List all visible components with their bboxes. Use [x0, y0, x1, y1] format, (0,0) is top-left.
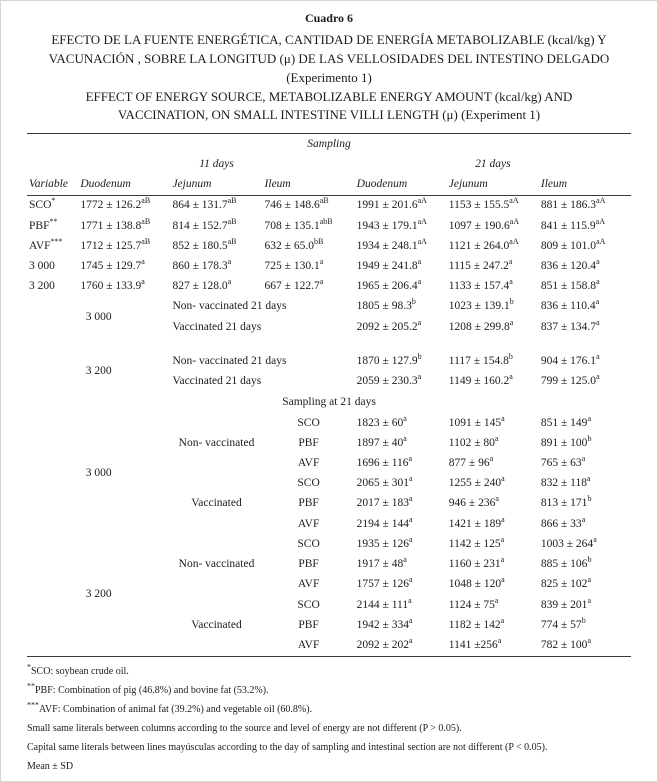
significance-superscript: a [319, 277, 324, 287]
value-cell: $708 \pm 135.1^{abB}$ [264, 216, 333, 232]
significance-superscript: a [587, 575, 591, 585]
value-cell: 1115 ± 247.2$^a$ [448, 257, 513, 273]
significance-superscript: a [403, 433, 407, 443]
value-cell: $814 \pm 152.7^{aB}$ [172, 216, 237, 232]
energy-source-cell: SCO [297, 416, 320, 429]
significance-superscript: * [51, 196, 56, 206]
significance-superscript: aA [596, 236, 606, 246]
value-cell: $1102 \pm 80^a$ [448, 433, 499, 449]
value-cell: 2092 ± 205.2$^a$ [356, 317, 422, 333]
value-cell: $2017 \pm 183^a$ [356, 494, 413, 510]
significance-superscript: a [501, 413, 505, 423]
value-cell: 836 ± 110.4$^a$ [540, 297, 600, 313]
value-cell: $841 \pm 115.9^{aA}$ [540, 216, 605, 232]
value-cell: $782 \pm 100^a$ [540, 636, 591, 651]
value-cell: 1023 ± 139.1$^b$ [448, 297, 514, 313]
value-cell: 827 ± 128.0$^a$ [172, 277, 232, 293]
significance-superscript: a [509, 277, 513, 287]
value-cell: 1133 ± 157.4$^a$ [448, 277, 513, 293]
value-cell: $1897 \pm 40^a$ [356, 433, 407, 449]
value-cell: $881 \pm 186.3^{aA}$ [540, 196, 606, 212]
table-row [27, 277, 631, 297]
value-cell: $746 \pm 148.6^{aB}$ [264, 196, 329, 212]
value-cell: 860 ± 178.3$^a$ [172, 257, 232, 273]
significance-superscript: a [227, 257, 232, 267]
value-cell: 837 ± 134.7$^a$ [540, 317, 600, 333]
significance-superscript: a [494, 595, 499, 605]
value-cell: $885 \pm 106^b$ [540, 555, 592, 571]
value-cell: 1965 ± 206.4$^a$ [356, 277, 422, 293]
significance-superscript: a [587, 595, 591, 605]
value-cell: $1124 \pm 75^a$ [448, 595, 499, 611]
spacer-row [27, 337, 631, 351]
value-cell: $2144 \pm 111^a$ [356, 595, 412, 611]
table-row [27, 257, 631, 277]
value-cell: $825 \pm 102^a$ [540, 575, 591, 591]
significance-superscript: a [593, 535, 597, 545]
footnote: Small same literals between columns according to the source and level of energy are not different (P > 0.05). [27, 722, 462, 734]
significance-superscript: a [417, 277, 422, 287]
results-table [27, 133, 631, 656]
energy-level-cell: 3 000 [85, 467, 112, 480]
significance-superscript: a [227, 277, 232, 287]
value-cell: $1934 \pm 248.1^{aA}$ [356, 236, 427, 252]
col-header-duodenum-21: Duodenum [355, 175, 447, 196]
table-row [27, 351, 631, 371]
footnote: Mean ± SD [27, 760, 74, 772]
energy-source-cell: AVF [297, 638, 320, 651]
value-cell: $1003 \pm 264^a$ [540, 535, 597, 550]
value-cell: $1771 \pm 138.8^{aB}$ [80, 216, 151, 232]
significance-superscript: b [508, 352, 513, 362]
significance-superscript: aA [417, 216, 427, 226]
table-row [27, 216, 631, 236]
significance-superscript: b [587, 494, 592, 504]
significance-superscript: a [500, 535, 505, 545]
significance-superscript: a [508, 257, 513, 267]
group-header-21-days: 21 days [475, 157, 511, 170]
significance-superscript: a [494, 433, 499, 443]
value-cell: 1805 ± 98.3$^b$ [356, 297, 416, 313]
footnote: ***AVF: Combination of animal fat (39.2%) and vegetable oil (60.8%). [27, 700, 313, 715]
significance-superscript: a [587, 413, 591, 423]
title-spanish-line-1: EFECTO DE LA FUENTE ENERGÉTICA, CANTIDAD DE ENERGÍA METABOLIZABLE (kcal/kg) Y [51, 32, 607, 47]
significance-superscript: a [581, 514, 586, 524]
value-cell: $1696 \pm 116^a$ [356, 454, 413, 469]
significance-superscript: a [501, 575, 505, 585]
treatment-cell: Vaccinated 21 days [172, 375, 262, 388]
variable-cell: 3 200 [29, 280, 55, 293]
value-cell: $1160 \pm 231^a$ [448, 555, 505, 571]
energy-source-cell: PBF [298, 618, 319, 631]
significance-superscript: a [408, 535, 413, 545]
significance-superscript: a [500, 615, 505, 625]
title-spanish-line-3: (Experimento 1) [286, 69, 372, 85]
table-row [27, 195, 631, 216]
value-cell: $1141 \pm 256^a$ [448, 636, 502, 651]
value-cell: $2194 \pm 144^a$ [356, 514, 413, 530]
value-cell: $866 \pm 33^a$ [540, 514, 586, 530]
value-cell: $1943 \pm 179.1^{aA}$ [356, 216, 427, 232]
value-cell: $832 \pm 118^a$ [540, 474, 591, 490]
energy-level-cell: 3 200 [85, 365, 112, 378]
significance-superscript: aA [417, 236, 427, 246]
variable-cell: 3 000 [29, 260, 55, 273]
significance-superscript: a [403, 413, 407, 423]
energy-level-cell: 3 000 [85, 310, 112, 323]
value-cell: $1421 \pm 189^a$ [448, 514, 505, 530]
column-header-row [27, 175, 631, 196]
significance-superscript: b [417, 352, 422, 362]
significance-superscript: b [509, 297, 514, 307]
significance-superscript: aB [141, 236, 151, 246]
value-cell: $1182 \pm 142^a$ [448, 615, 505, 631]
value-cell: $1757 \pm 126^a$ [356, 575, 413, 591]
significance-superscript: a [141, 257, 145, 267]
significance-superscript: a [587, 636, 591, 646]
day-group-header-row [27, 154, 631, 174]
sampling-header-label: Sampling [307, 137, 351, 150]
spacer-cell [27, 337, 631, 351]
col-header-ileum-21: Ileum [539, 175, 631, 196]
significance-superscript: a [501, 474, 505, 484]
significance-superscript: a [596, 277, 600, 287]
col-header-variable: Variable [27, 175, 78, 196]
energy-source-cell: SCO [297, 598, 320, 611]
sampling-header-row [27, 134, 631, 155]
table-row [27, 534, 631, 554]
value-cell: $2092 \pm 202^a$ [356, 636, 413, 651]
significance-superscript: a [497, 636, 502, 646]
vaccination-group-cell: Non- vaccinated [178, 558, 255, 571]
value-cell: $839 \pm 201^a$ [540, 595, 591, 611]
col-header-duodenum-11: Duodenum [78, 175, 170, 196]
significance-superscript: a [509, 372, 513, 382]
value-cell: 1208 ± 299.8$^a$ [448, 317, 514, 333]
table-row [27, 413, 631, 433]
significance-superscript: aB [141, 216, 151, 226]
value-cell: $632 \pm 65.0^{bB}$ [264, 236, 324, 252]
significance-superscript: a [408, 636, 413, 646]
significance-superscript: aB [227, 236, 237, 246]
significance-superscript: abB [319, 216, 333, 226]
significance-superscript: a [495, 494, 499, 504]
value-cell: $852 \pm 180.5^{aB}$ [172, 236, 237, 252]
significance-superscript: aB [227, 196, 237, 206]
title-english-line-2: VACCINATION, ON SMALL INTESTINE VILLI LENGTH (μ) (Experiment 1) [117, 107, 541, 123]
energy-source-cell: SCO [297, 477, 320, 490]
vaccination-group-cell: Vaccinated [191, 618, 242, 631]
significance-superscript: a [408, 514, 413, 524]
significance-superscript: a [596, 372, 600, 382]
value-cell: 725 ± 130.1$^a$ [264, 257, 324, 273]
table-row [27, 236, 631, 256]
value-cell: 904 ± 176.1$^a$ [540, 352, 600, 367]
value-cell: 836 ± 120.4$^a$ [540, 257, 600, 273]
vaccination-group-cell: Non- vaccinated [178, 436, 255, 449]
significance-superscript: a [501, 514, 505, 524]
significance-superscript: a [596, 257, 600, 267]
significance-superscript: aB [141, 196, 151, 206]
table-number: Cuadro 6 [304, 11, 354, 25]
significance-superscript: aA [509, 236, 519, 246]
significance-superscript: a [596, 352, 600, 362]
value-cell: $877 \pm 96^a$ [448, 454, 494, 469]
value-cell: $1091 \pm 145^a$ [448, 413, 505, 429]
title-english-line-1: EFFECT OF ENERGY SOURCE, METABOLIZABLE ENERGY AMOUNT (kcal/kg) AND [85, 88, 573, 104]
value-cell: $1942 \pm 334^a$ [356, 615, 413, 631]
significance-superscript: a [408, 595, 412, 605]
significance-superscript: aA [509, 196, 519, 206]
footnote-marker: * [27, 662, 31, 672]
value-cell: 1117 ± 154.8$^b$ [448, 352, 513, 367]
energy-source-cell: AVF [297, 517, 320, 530]
variable-cell: PBF** [29, 216, 58, 232]
section-label-row [27, 392, 631, 413]
value-cell: $1772 \pm 126.2^{aB}$ [80, 196, 151, 212]
significance-superscript: b [587, 555, 592, 565]
value-cell: $1917 \pm 48^a$ [356, 555, 407, 571]
value-cell: 851 ± 158.8$^a$ [540, 277, 600, 293]
significance-superscript: a [587, 474, 591, 484]
title-spanish-line-2: VACUNACIÓN , SOBRE LA LONGITUD (μ) DE LAS VELLOSIDADES DEL INTESTINO DELGADO [48, 50, 610, 66]
significance-superscript: a [408, 474, 413, 484]
value-cell: $813 \pm 171^b$ [540, 494, 592, 510]
footnote-marker: ** [27, 681, 35, 691]
value-cell: $1097 \pm 190.6^{aA}$ [448, 216, 520, 232]
significance-superscript: aA [509, 216, 520, 226]
significance-superscript: b [587, 433, 592, 443]
footnote: *SCO: soybean crude oil. [27, 662, 129, 677]
significance-superscript: a [417, 257, 422, 267]
significance-superscript: ** [49, 216, 58, 226]
value-cell: $1823 \pm 60^a$ [356, 413, 407, 429]
value-cell: 1745 ± 129.7$^a$ [80, 257, 145, 273]
variable-cell: AVF*** [29, 236, 63, 252]
value-cell: 2059 ± 230.3$^a$ [356, 372, 422, 388]
significance-superscript: a [509, 317, 514, 327]
energy-source-cell: AVF [297, 578, 320, 591]
significance-superscript: aB [227, 216, 237, 226]
value-cell: $851 \pm 149^a$ [540, 413, 591, 429]
treatment-cell: Vaccinated 21 days [172, 320, 262, 333]
value-cell: $1153 \pm 155.5^{aA}$ [448, 196, 519, 212]
value-cell: $946 \pm 236^a$ [448, 494, 499, 510]
significance-superscript: a [408, 575, 413, 585]
significance-superscript: a [417, 317, 422, 327]
value-cell: $864 \pm 131.7^{aB}$ [172, 196, 237, 212]
value-cell: $1142 \pm 125^a$ [448, 535, 505, 550]
energy-source-cell: PBF [298, 558, 319, 571]
footnotes [27, 657, 631, 774]
significance-superscript: a [319, 257, 324, 267]
energy-source-cell: PBF [298, 436, 319, 449]
value-cell: $2065 \pm 301^a$ [356, 474, 413, 490]
table-header [27, 134, 631, 196]
significance-superscript: b [581, 615, 586, 625]
value-cell: $765 \pm 63^a$ [540, 454, 586, 469]
energy-source-cell: PBF [298, 497, 319, 510]
significance-superscript: a [141, 277, 145, 287]
treatment-cell: Non- vaccinated 21 days [172, 354, 287, 367]
value-cell: $1712 \pm 125.7^{aB}$ [80, 236, 151, 252]
significance-superscript: aA [596, 196, 606, 206]
value-cell: $1121 \pm 264.0^{aA}$ [448, 236, 519, 252]
significance-superscript: aB [319, 196, 329, 206]
value-cell: $891 \pm 100^b$ [540, 433, 592, 449]
significance-superscript: a [489, 454, 494, 464]
value-cell: $809 \pm 101.0^{aA}$ [540, 236, 606, 252]
significance-superscript: *** [50, 236, 63, 246]
value-cell: $1255 \pm 240^a$ [448, 474, 505, 490]
col-header-ileum-11: Ileum [263, 175, 355, 196]
group-header-11-days: 11 days [199, 157, 234, 170]
value-cell: $1048 \pm 120^a$ [448, 575, 505, 591]
significance-superscript: b [411, 297, 416, 307]
table-title-block [27, 9, 631, 133]
significance-superscript: aA [417, 196, 427, 206]
value-cell: $1991 \pm 201.6^{aA}$ [356, 196, 427, 212]
significance-superscript: a [500, 555, 505, 565]
energy-source-cell: SCO [297, 537, 320, 550]
significance-superscript: a [596, 317, 600, 327]
footnote-marker: *** [27, 700, 39, 710]
footnote: Capital same literals between lines mayúsculas according to the day of sampling and intestinal section are not different (P < 0.05). [27, 741, 548, 753]
significance-superscript: a [408, 494, 413, 504]
energy-level-cell: 3 200 [85, 588, 112, 601]
significance-superscript: a [595, 297, 600, 307]
value-cell: 1949 ± 241.8$^a$ [356, 257, 422, 273]
value-cell: 1149 ± 160.2$^a$ [448, 372, 513, 388]
significance-superscript: a [408, 615, 413, 625]
value-cell: 1760 ± 133.9$^a$ [80, 277, 145, 293]
significance-superscript: a [408, 454, 413, 464]
footnote: **PBF: Combination of pig (46.8%) and bovine fat (53.2%). [27, 681, 269, 696]
variable-cell: SCO* [29, 196, 56, 212]
significance-superscript: bB [313, 236, 324, 246]
significance-superscript: aA [595, 216, 605, 226]
value-cell: 1870 ± 127.9$^b$ [356, 352, 422, 367]
value-cell: 667 ± 122.7$^a$ [264, 277, 324, 293]
significance-superscript: a [417, 372, 422, 382]
table-row [27, 297, 631, 317]
col-header-jejunum-21: Jejunum [447, 175, 539, 196]
empty-header-cell [27, 154, 78, 174]
treatment-cell: Non- vaccinated 21 days [172, 300, 287, 313]
significance-superscript: a [581, 454, 586, 464]
table-body [27, 195, 631, 656]
significance-superscript: a [403, 555, 407, 565]
col-header-jejunum-11: Jejunum [170, 175, 262, 196]
value-cell: $774 \pm 57^b$ [540, 615, 586, 631]
value-cell: $1935 \pm 126^a$ [356, 535, 413, 550]
sampling-21-days-label: Sampling at 21 days [282, 395, 376, 408]
value-cell: 799 ± 125.0$^a$ [540, 372, 600, 388]
vaccination-group-cell: Vaccinated [191, 497, 242, 510]
energy-source-cell: AVF [297, 457, 320, 469]
